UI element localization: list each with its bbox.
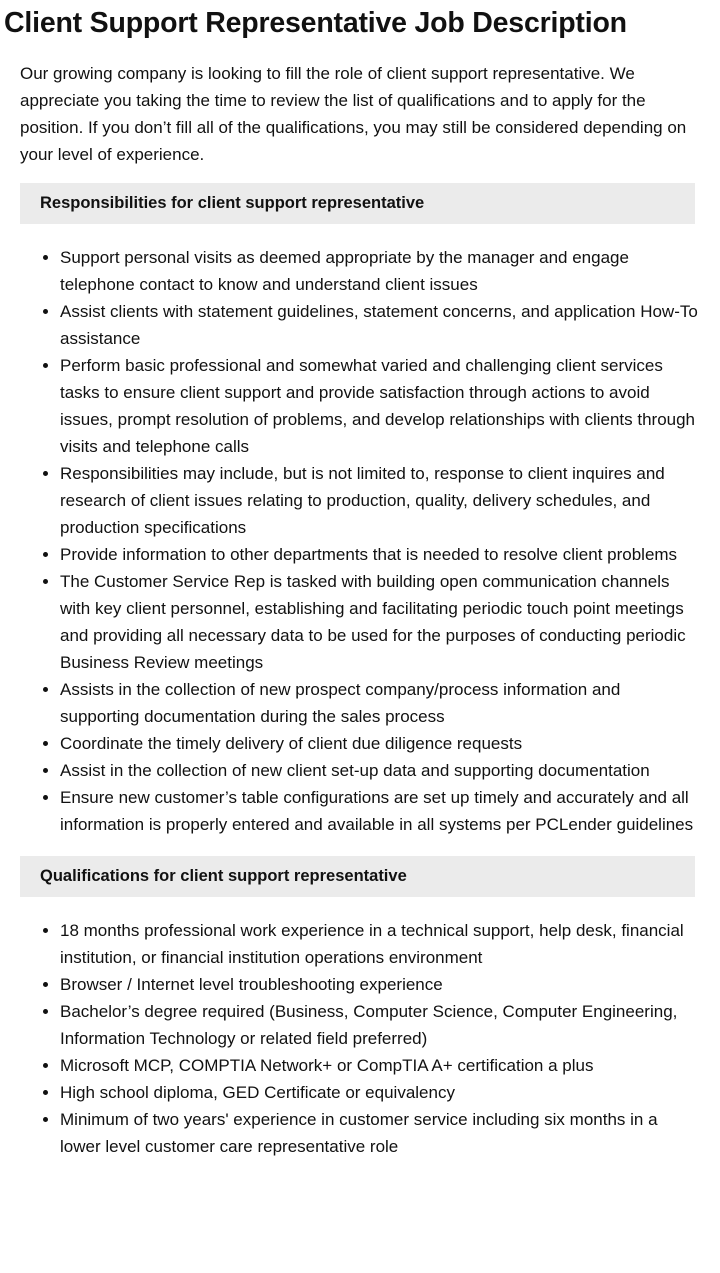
list-item: • Browser / Internet level troubleshooting experience bbox=[60, 971, 700, 998]
list-item: • Microsoft MCP, COMPTIA Network+ or CompTIA A+ certification a plus bbox=[60, 1052, 700, 1079]
qualifications-list bbox=[20, 917, 700, 1160]
list-item: • Perform basic professional and somewhat varied and challenging client services tasks to ensure client support and provide satisfaction through actions to avoid issues, prompt resolution of problems, and develop relationships with clients through visits and telephone calls bbox=[60, 352, 700, 460]
list-item: • Provide information to other departments that is needed to resolve client problems bbox=[60, 541, 700, 568]
list-item: • Support personal visits as deemed appropriate by the manager and engage telephone contact to know and understand client issues bbox=[60, 244, 700, 298]
list-item: • Ensure new customer’s table configurations are set up timely and accurately and all information is properly entered and available in all systems per PCLender guidelines bbox=[60, 784, 700, 838]
list-item: • High school diploma, GED Certificate or equivalency bbox=[60, 1079, 700, 1106]
page-title: Client Support Representative Job Description bbox=[4, 7, 627, 39]
responsibilities-list bbox=[20, 244, 700, 838]
intro-paragraph: Our growing company is looking to fill the role of client support representative. We appreciate you taking the time to review the list of qualifications and to apply for the position. If you don’t fill all of the qualifications, you may still be considered depending on your level of experience. bbox=[20, 64, 687, 164]
responsibilities-heading: Responsibilities for client support representative bbox=[20, 183, 695, 224]
list-item: • The Customer Service Rep is tasked with building open communication channels with key client personnel, establishing and facilitating periodic touch point meetings and providing all necessary data to be used for the purposes of conducting periodic Business Review meetings bbox=[60, 568, 700, 676]
list-item: • Responsibilities may include, but is not limited to, response to client inquires and research of client issues relating to production, quality, delivery schedules, and production specifications bbox=[60, 460, 700, 541]
list-item: • Assists in the collection of new prospect company/process information and supporting documentation during the sales process bbox=[60, 676, 700, 730]
list-item: • Assist in the collection of new client set-up data and supporting documentation bbox=[60, 757, 700, 784]
list-item: • Minimum of two years' experience in customer service including six months in a lower level customer care representative role bbox=[60, 1106, 700, 1160]
list-item: • Assist clients with statement guidelines, statement concerns, and application How-To assistance bbox=[60, 298, 700, 352]
list-item: • Bachelor’s degree required (Business, Computer Science, Computer Engineering, Information Technology or related field preferred) bbox=[60, 998, 700, 1052]
qualifications-heading: Qualifications for client support representative bbox=[20, 856, 695, 897]
list-item: • Coordinate the timely delivery of client due diligence requests bbox=[60, 730, 700, 757]
list-item: • 18 months professional work experience in a technical support, help desk, financial institution, or financial institution operations environment bbox=[60, 917, 700, 971]
